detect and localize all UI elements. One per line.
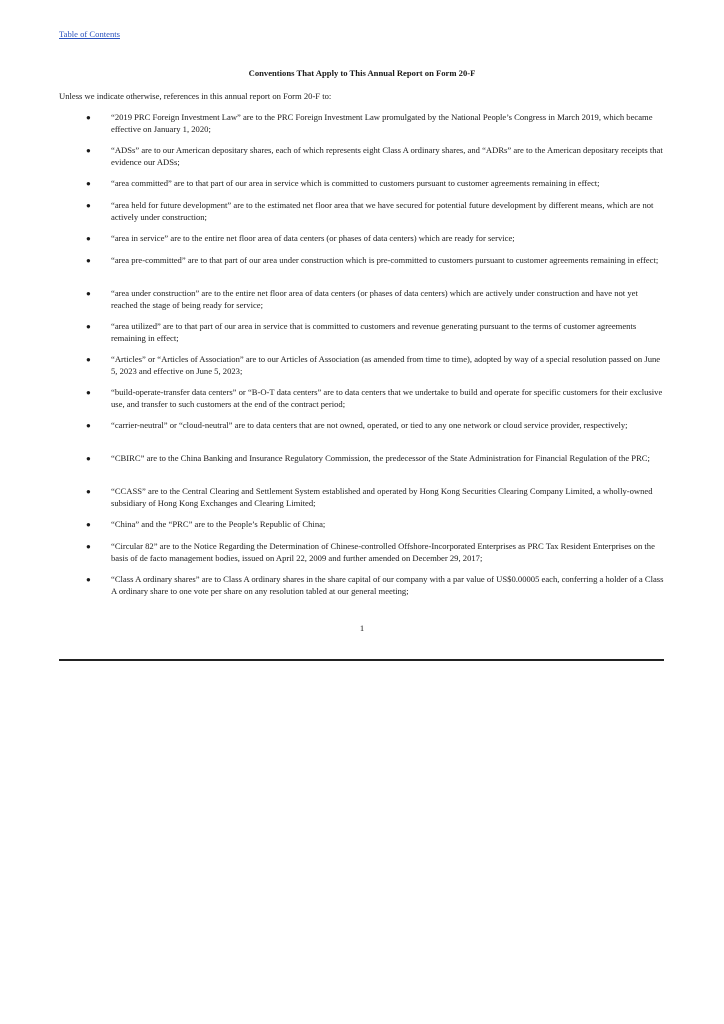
bullet-icon: ● xyxy=(86,487,91,496)
list-item-text: “Class A ordinary shares” are to Class A ordinary shares in the share capital of our company with a par value of US$0.00005 each, conferring a holder of a Class A ordinary share to one vote per share on any resolution tabled at our general meeting; xyxy=(111,574,664,596)
bullet-icon: ● xyxy=(86,322,91,331)
list-item-text: “CCASS” are to the Central Clearing and Settlement System established and operated by Hong Kong Securities Clearing Company Limited, a wholly-owned subsidiary of Hong Kong Exchanges and Clearing Limited; xyxy=(111,486,653,508)
list-item-text: “area held for future development” are to the estimated net floor area that we have secured for potential future development by different means, which are not actively under construction; xyxy=(111,200,654,222)
bullet-icon: ● xyxy=(86,520,91,529)
list-item-text: “area in service” are to the entire net floor area of data centers (or phases of data centers) which are ready for service; xyxy=(111,233,515,243)
list-item xyxy=(0,486,724,509)
list-item xyxy=(0,112,724,135)
list-item xyxy=(0,178,724,190)
list-item-text: “area utilized” are to that part of our area in service that is committed to customers and revenue generating pursuant to the terms of customer agreements remaining in effect; xyxy=(111,321,637,343)
list-item xyxy=(0,233,724,245)
list-item-text: “Articles” or “Articles of Association” are to our Articles of Association (as amended from time to time), adopted by way of a special resolution passed on June 5, 2023 and effective on June 5, 2023; xyxy=(111,354,661,376)
list-item xyxy=(0,255,724,278)
list-item xyxy=(0,574,724,597)
definitions-list xyxy=(0,112,724,607)
intro-paragraph: Unless we indicate otherwise, references in this annual report on Form 20-F to: xyxy=(59,91,332,101)
bullet-icon: ● xyxy=(86,421,91,430)
list-item-text: “2019 PRC Foreign Investment Law” are to the PRC Foreign Investment Law promulgated by the National People’s Congress in March 2019, which became effective on January 1, 2020; xyxy=(111,112,653,134)
bullet-icon: ● xyxy=(86,388,91,397)
list-item-text: “Circular 82” are to the Notice Regarding the Determination of Chinese-controlled Offshore-Incorporated Enterprises as PRC Tax Resident Enterprises on the basis of de facto management bodies, issued on April 22, 2009 and further amended on December 29, 2017; xyxy=(111,541,655,563)
page-number: 1 xyxy=(359,623,365,633)
bullet-icon: ● xyxy=(86,201,91,210)
list-item xyxy=(0,321,724,344)
list-item xyxy=(0,145,724,168)
bullet-icon: ● xyxy=(86,355,91,364)
bullet-icon: ● xyxy=(86,234,91,243)
bullet-icon: ● xyxy=(86,289,91,298)
list-item xyxy=(0,541,724,564)
list-item-text: “CBIRC” are to the China Banking and Insurance Regulatory Commission, the predecessor of the State Administration for Financial Regulation of the PRC; xyxy=(111,453,650,463)
list-item-text: “area committed” are to that part of our area in service which is committed to customers pursuant to customer agreements remaining in effect; xyxy=(111,178,600,188)
bullet-icon: ● xyxy=(86,113,91,122)
page-divider xyxy=(59,659,664,661)
section-heading: Conventions That Apply to This Annual Report on Form 20-F xyxy=(248,68,476,78)
list-item-text: “China” and the “PRC” are to the People’s Republic of China; xyxy=(111,519,326,529)
list-item xyxy=(0,200,724,223)
list-item xyxy=(0,354,724,377)
list-item-text: “area pre-committed” are to that part of our area under construction which is pre-committed to customers pursuant to customer agreements remaining in effect; xyxy=(111,255,659,265)
list-item xyxy=(0,519,724,531)
list-item-text: “area under construction” are to the entire net floor area of data centers (or phases of data centers) which are actively under construction and have not yet reached the stage of being ready for service; xyxy=(111,288,638,310)
table-of-contents-link[interactable]: Table of Contents xyxy=(59,29,120,39)
list-item xyxy=(0,453,724,476)
bullet-icon: ● xyxy=(86,179,91,188)
bullet-icon: ● xyxy=(86,542,91,551)
bullet-icon: ● xyxy=(86,146,91,155)
list-item-text: “carrier-neutral” or “cloud-neutral” are to data centers that are not owned, operated, or tied to any one network or cloud service provider, respectively; xyxy=(111,420,628,430)
list-item-text: “ADSs” are to our American depositary shares, each of which represents eight Class A ordinary shares, and “ADRs” are to the American depositary receipts that evidence our ADSs; xyxy=(111,145,663,167)
list-item xyxy=(0,420,724,443)
list-item-text: “build-operate-transfer data centers” or “B-O-T data centers” are to data centers that we undertake to build and operate for specific customers for their exclusive use, and transfer to such customers at the end of the contract period; xyxy=(111,387,663,409)
bullet-icon: ● xyxy=(86,454,91,463)
bullet-icon: ● xyxy=(86,575,91,584)
list-item xyxy=(0,387,724,410)
bullet-icon: ● xyxy=(86,256,91,265)
list-item xyxy=(0,288,724,311)
